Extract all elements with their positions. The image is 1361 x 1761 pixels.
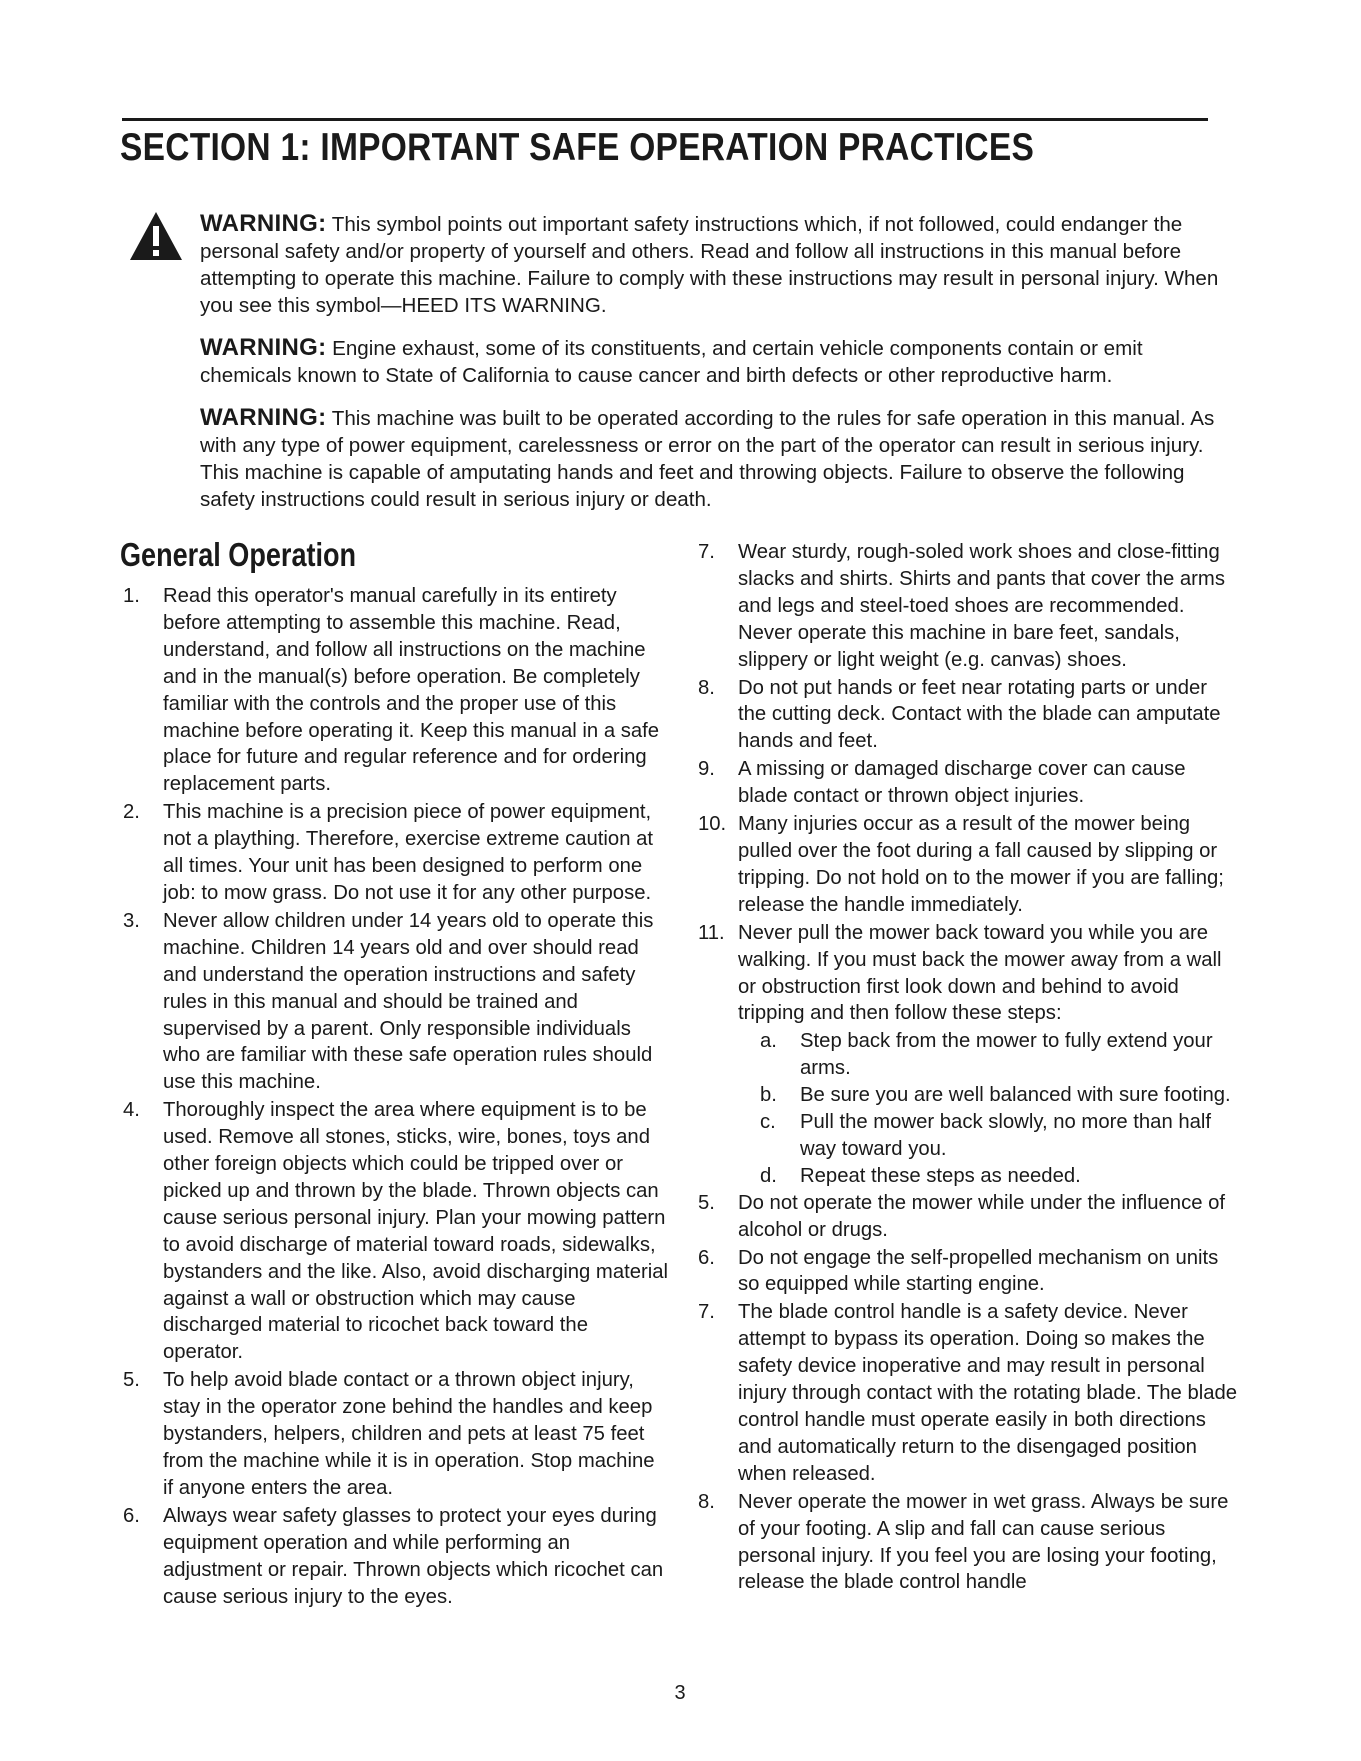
warning-text: This symbol points out important safety instructions which, if not followed, could endanger the personal safety and/or property of yourself and others. Read and follow all instructions in this manual before attempting to operate this machine. Failure to comply with these instructions may result in personal injury. When you see this symbol—HEED ITS WARNING. [200, 213, 1219, 317]
list-item [123, 1503, 669, 1611]
item-text: Always wear safety glasses to protect your eyes during equipment operation and while performing an adjustment or repair. Thrown objects which ricochet can cause serious injury to the eyes. [163, 1504, 664, 1608]
list-item [698, 539, 1238, 674]
section-title: SECTION 1: IMPORTANT SAFE OPERATION PRACTICES [120, 126, 1035, 169]
item-number: 4. [123, 1099, 140, 1122]
right-column [698, 539, 1238, 1597]
warning-symbol-paragraph [200, 210, 1230, 319]
item-number: 7. [698, 541, 715, 563]
sub-list-item [760, 1082, 1238, 1109]
item-text: Do not operate the mower while under the influence of alcohol or drugs. [738, 1191, 1226, 1241]
list-item [698, 920, 1238, 1028]
sub-item-text: Pull the mower back slowly, no more than half way toward you. [800, 1111, 1212, 1160]
list-item [123, 583, 669, 798]
item-text: A missing or damaged discharge cover can cause blade contact or thrown object injuries. [738, 758, 1186, 808]
list-item [123, 799, 669, 907]
item-number: 2. [123, 801, 140, 824]
list-item [123, 1097, 669, 1366]
item-number: 5. [123, 1369, 140, 1392]
item-text: Do not put hands or feet near rotating parts or under the cutting deck. Contact with the blade can amputate hands and feet. [738, 676, 1221, 753]
item-text: To help avoid blade contact or a thrown object injury, stay in the operator zone behind the handles and keep bystanders, helpers, children and pets at least 75 feet from the machine while it is in operation. Stop machine if anyone enters the area. [163, 1369, 655, 1499]
warning-operation-paragraph [200, 404, 1230, 513]
item-number: 5. [698, 1191, 715, 1214]
sub-item-letter: b. [760, 1084, 777, 1107]
warning-label: WARNING: [200, 210, 327, 237]
item-number: 10. [698, 813, 727, 836]
item-number: 6. [698, 1246, 715, 1269]
list-item [698, 811, 1238, 919]
sub-item-text: Step back from the mower to fully extend your arms. [800, 1030, 1213, 1080]
sub-item-letter: c. [760, 1111, 776, 1134]
list-item [123, 908, 669, 1096]
list-item [123, 1367, 669, 1502]
item-number: 3. [123, 909, 140, 932]
warning-label: WARNING: [200, 334, 327, 361]
warning-text: This machine was built to be operated according to the rules for safe operation in this manual. As with any type of power equipment, carelessness or error on the part of the operator can result in serious injury. This machine is capable of amputating hands and feet and throwing objects. Failure to observe the following safety instructions could result in serious injury or death. [200, 407, 1215, 511]
item-text: Do not engage the self-propelled mechanism on units so equipped while starting engine. [738, 1246, 1219, 1296]
item-text: The blade control handle is a safety device. Never attempt to bypass its operation. Doing so makes the safety device inoperative and may result in personal injury through contact with the rotating blade. The blade control handle must operate easily in both directions and automatically return to the disengaged position when released. [738, 1301, 1238, 1485]
item-text: Wear sturdy, rough-soled work shoes and close-fitting slacks and shirts. Shirts and pants that cover the arms and legs and steel-toed shoes are recommended. Never operate this machine in bare feet, sandals, slippery or light weight (e.g. canvas) shoes. [738, 541, 1225, 671]
sub-list-item [760, 1109, 1238, 1163]
sub-item-letter: d. [760, 1164, 777, 1187]
item-number: 6. [123, 1504, 140, 1527]
list-item [698, 1190, 1238, 1244]
general-operation-heading: General Operation [120, 536, 357, 573]
sub-list-item [760, 1163, 1238, 1190]
list-item [698, 1299, 1238, 1487]
item-number: 7. [698, 1301, 715, 1324]
sub-item-text: Repeat these steps as needed. [800, 1164, 1081, 1187]
item-number: 9. [698, 758, 715, 781]
warning-triangle-icon [128, 210, 184, 262]
list-item [698, 1489, 1238, 1597]
warning-california-paragraph [200, 334, 1230, 389]
sub-list-item [760, 1028, 1238, 1082]
item-text: Many injuries occur as a result of the mower being pulled over the foot during a fall caused by slipping or tripping. Do not hold on to the mower if you are falling; release the handle immediately. [738, 813, 1224, 916]
warning-label: WARNING: [200, 404, 327, 431]
item-text: Never operate the mower in wet grass. Always be sure of your footing. A slip and fall can cause serious personal injury. If you feel you are losing your footing, release the blade control handle [738, 1490, 1229, 1594]
item-text: Never pull the mower back toward you while you are walking. If you must back the mower away from a wall or obstruction first look down and behind to avoid tripping and then follow these steps: [738, 921, 1222, 1025]
item-number: 1. [123, 585, 140, 607]
item-text: This machine is a precision piece of power equipment, not a plaything. Therefore, exercise extreme caution at all times. Your unit has been designed to perform one job: to mow grass. Do not use it for any other purpose. [163, 801, 654, 904]
item-text: Read this operator's manual carefully in its entirety before attempting to assemble this machine. Read, understand, and follow all instructions on the machine and in the manual(s) before operation. Be completely familiar with the controls and the proper use of this machine before operating it. Keep this manual in a safe place for future and regular reference and for ordering replacement parts. [163, 585, 660, 796]
list-item [698, 756, 1238, 810]
sub-item-letter: a. [760, 1030, 777, 1053]
item-number: 8. [698, 1490, 715, 1513]
item-text: Thoroughly inspect the area where equipment is to be used. Remove all stones, sticks, wire, bones, toys and other foreign objects which could be tripped over or picked up and thrown by the blade. Thrown objects can cause serious personal injury. Plan your mowing pattern to avoid discharge of material toward roads, sidewalks, bystanders and the like. Also, avoid discharging material against a wall or obstruction which may cause discharged material to ricochet back toward the operator. [163, 1099, 669, 1364]
top-rule [122, 118, 1208, 121]
item-number: 11. [698, 921, 725, 944]
page-number: 3 [674, 1682, 686, 1704]
warning-text: Engine exhaust, some of its constituents, and certain vehicle components contain or emit chemicals known to State of California to cause cancer and birth defects or other reproductive harm. [200, 337, 1143, 387]
sub-item-text: Be sure you are well balanced with sure footing. [800, 1084, 1231, 1107]
item-text: Never allow children under 14 years old to operate this machine. Children 14 years old and over should read and understand the operation instructions and safety rules in this manual and should be trained and supervised by a parent. Only responsible individuals who are familiar with these safe operation rules should use this machine. [163, 909, 654, 1094]
left-column [123, 583, 669, 1611]
item-number: 8. [698, 676, 715, 699]
list-item [698, 1245, 1238, 1299]
list-item [698, 675, 1238, 756]
